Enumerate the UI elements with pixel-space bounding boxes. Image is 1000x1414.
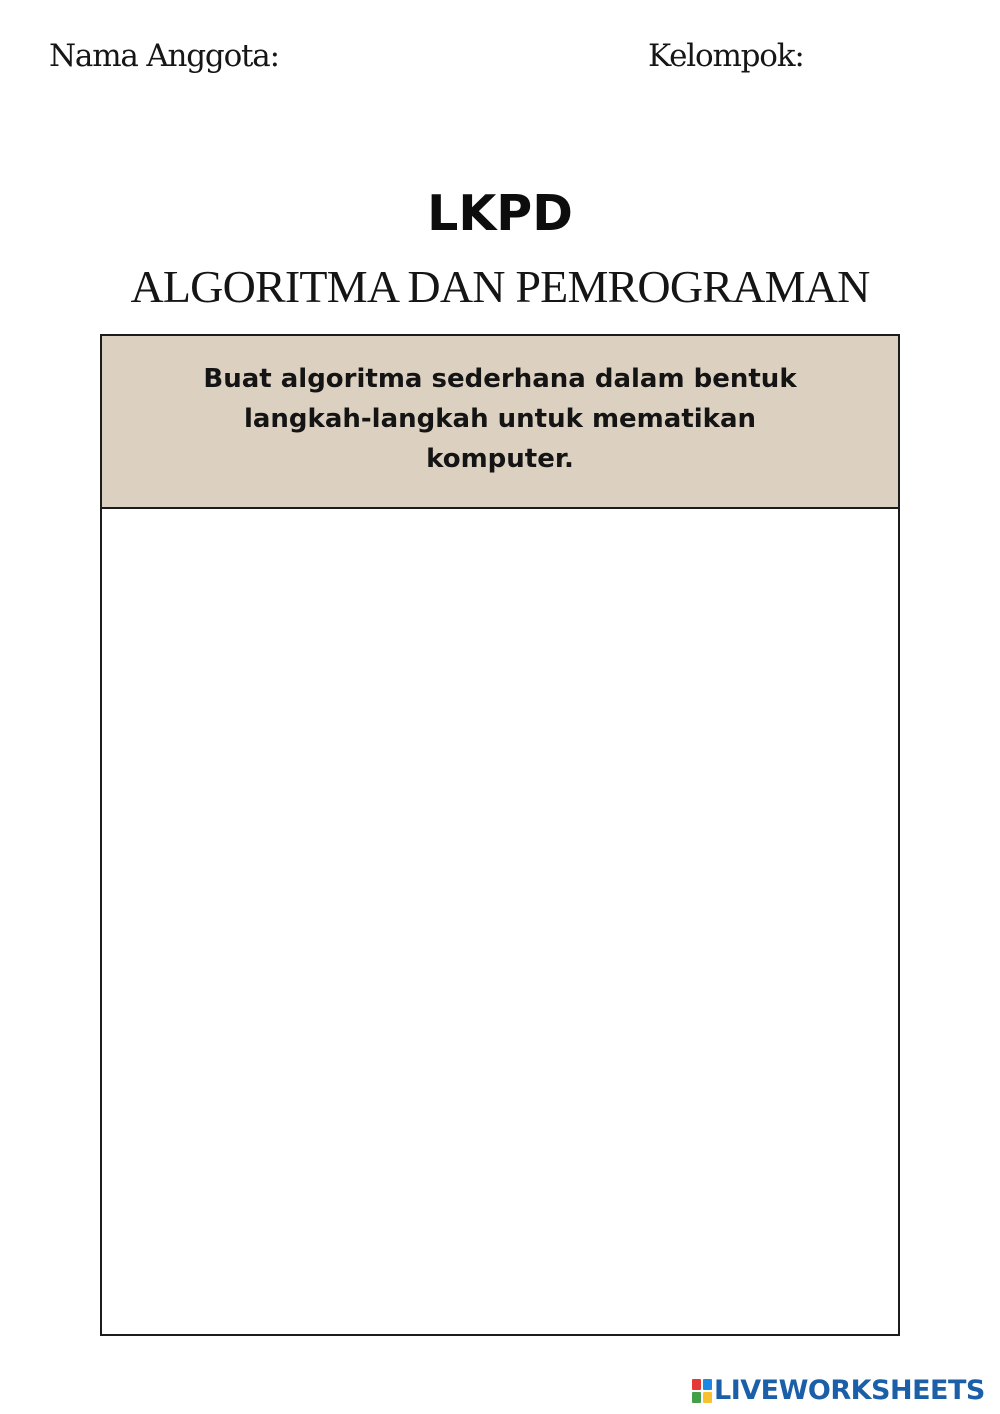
worksheet-box xyxy=(100,334,900,1336)
kelompok-label: Kelompok: xyxy=(648,38,804,74)
instruction-text: Buat algoritma sederhana dalam bentuk langkah-langkah untuk mematikan komputer. xyxy=(203,363,797,474)
brand-text: LIVEWORKSHEETS xyxy=(714,1375,985,1406)
page-title: LKPD xyxy=(427,185,573,242)
nama-anggota-label: Nama Anggota: xyxy=(49,38,279,74)
instruction-panel xyxy=(102,336,898,509)
page-subtitle: ALGORITMA DAN PEMROGRAMAN xyxy=(130,261,870,312)
answer-area[interactable] xyxy=(102,509,898,1332)
liveworksheets-logo-icon xyxy=(692,1379,712,1403)
liveworksheets-brand xyxy=(692,1374,985,1408)
